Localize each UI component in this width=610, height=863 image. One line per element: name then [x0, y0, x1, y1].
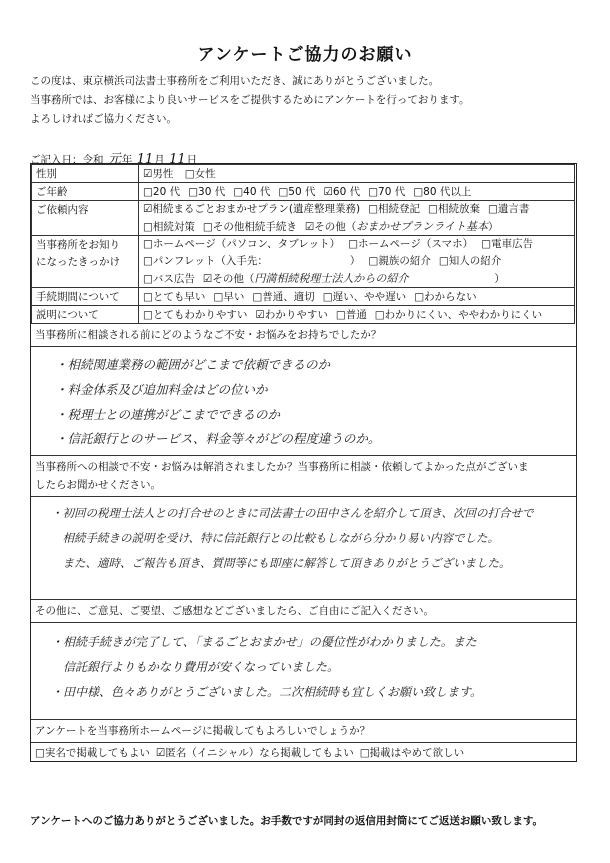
request-option[interactable]: ☑その他（: [304, 221, 357, 233]
q2-question-line: 当事務所への相談で不安・お悩みは解消されましたか？当事務所に相談・依頼してよかった点がございま: [35, 461, 529, 473]
intro-line: 当事務所では、お客様により良いサービスをご提供するためにアンケートを行っております。: [30, 94, 470, 106]
date-month-unit: 月: [154, 154, 165, 166]
intro-line: この度は、東京横浜司法書士事務所をご利用いただき、誠にありがとうございました。: [30, 75, 440, 87]
q4-option[interactable]: □実名で掲載してもよい: [35, 747, 150, 759]
q1-answer[interactable]: [31, 347, 576, 455]
q2-question-line: したらお聞かせください。: [35, 479, 161, 491]
source-option[interactable]: ☑その他（: [202, 273, 255, 285]
date-era-year[interactable]: 元: [107, 152, 121, 167]
source-label: [32, 236, 139, 288]
source-options: [139, 236, 575, 288]
explanation-option[interactable]: □普通: [335, 309, 367, 321]
request-option[interactable]: □相続登記: [368, 203, 421, 215]
source-row: [32, 236, 575, 288]
profile-table: [31, 164, 575, 324]
q1-answer-line: ・料金体系及び追加料金はどの位いか: [55, 382, 268, 397]
source-option[interactable]: □パンフレット（入手先：: [143, 255, 268, 267]
survey-form: [30, 163, 577, 762]
request-row: [32, 201, 575, 236]
duration-label: 手続期間について: [32, 288, 139, 306]
q2-question: [31, 455, 576, 497]
source-option[interactable]: □知人の紹介: [438, 255, 502, 267]
date-label: ご記入日：令和: [30, 154, 104, 166]
age-option[interactable]: □40 代: [233, 186, 271, 198]
age-option[interactable]: □20 代: [143, 186, 181, 198]
source-option[interactable]: □電車広告: [481, 238, 534, 250]
explanation-options: [139, 306, 575, 324]
q3-answer-line: ・相続手続きが完了して、「まるごとおまかせ」の優位性がわかりました。また: [51, 635, 477, 649]
request-option[interactable]: □相続対策: [143, 221, 195, 233]
explanation-row: [32, 306, 575, 324]
source-label-line: 当事務所をお知り: [36, 239, 120, 251]
date-day-unit: 日: [186, 154, 198, 166]
gender-option[interactable]: ☑男性: [143, 168, 174, 180]
duration-option[interactable]: □遅い、やや遅い: [322, 291, 407, 303]
source-close: ）: [494, 273, 505, 285]
duration-option[interactable]: □とても早い: [143, 291, 206, 303]
duration-options: [139, 288, 575, 306]
gender-row: [32, 165, 575, 183]
age-option[interactable]: □70 代: [368, 186, 406, 198]
q1-answer-line: ・相続関連業務の範囲がどこまで依頼できるのか: [55, 357, 331, 372]
q3-question: その他に、ご意見、ご要望、ご感想などございましたら、ご自由にご記入ください。: [31, 599, 576, 623]
q1-answer-line: ・信託銀行とのサービス、料金等々がどの程度違うのか。: [55, 431, 381, 446]
q3-answer-line: 信託銀行よりもかなり費用が安くなっていました。: [51, 660, 340, 674]
age-label: ご年齢: [32, 183, 139, 201]
age-options: [139, 183, 575, 201]
intro-line: よろしければご協力ください。: [30, 113, 177, 125]
age-option[interactable]: □30 代: [188, 186, 226, 198]
duration-option[interactable]: □わからない: [414, 291, 477, 303]
q2-answer-line: ・初回の税理士法人との打合せのときに司法書士の田中さんを紹介して頂き、次回の打合せで: [51, 506, 534, 520]
q2-answer-line: また、適時、ご報告も頂き、質問等にも即座に解答して頂きありがとうございました。: [51, 556, 511, 570]
explanation-option[interactable]: □とてもわかりやすい: [143, 309, 248, 321]
q4-question: アンケートを当事務所ホームページに掲載してもよろしいでしょうか？: [31, 719, 576, 743]
age-option[interactable]: □80 代以上: [413, 186, 472, 198]
q4-option[interactable]: ☑匿名（イニシャル）なら掲載してもよい: [155, 747, 354, 759]
request-option[interactable]: ☑相続まるごとおまかせプラン(遺産整理業務): [143, 203, 361, 215]
request-option[interactable]: □その他相続手続き: [202, 221, 297, 233]
source-option[interactable]: □バス広告: [143, 273, 195, 285]
date-day[interactable]: 11: [169, 152, 186, 167]
request-other-text[interactable]: おまかせプランライト基本: [356, 220, 488, 233]
q3-answer[interactable]: [31, 623, 576, 719]
source-close: ）: [349, 255, 361, 267]
request-option[interactable]: □遺言書: [487, 203, 530, 215]
q4-option[interactable]: □掲載はやめて欲しい: [359, 747, 465, 759]
gender-option[interactable]: □女性: [184, 168, 216, 180]
request-options: [139, 201, 575, 236]
footer-note: アンケートへのご協力ありがとうございました。お手数ですが同封の返信用封筒にてご返送お願い致します。: [30, 815, 544, 827]
source-other-text[interactable]: 円満相続税理士法人からの紹介: [254, 272, 409, 285]
age-row: [32, 183, 575, 201]
source-option[interactable]: □親族の紹介: [368, 255, 431, 267]
duration-row: [32, 288, 575, 306]
source-option[interactable]: □ホームページ（パソコン、タブレット）: [143, 238, 341, 250]
source-option[interactable]: □ホームページ（スマホ）: [348, 238, 474, 250]
date-year-unit: 年: [121, 154, 133, 166]
gender-label: 性別: [32, 165, 139, 183]
intro-text: [30, 72, 590, 129]
q3-answer-line: ・田中様、色々ありがとうございました。二次相続時も宜しくお願い致します。: [51, 685, 483, 699]
q4-options: [31, 743, 576, 764]
explanation-label: 説明について: [32, 306, 139, 324]
explanation-option[interactable]: ☑わかりやすい: [255, 309, 328, 321]
q2-answer[interactable]: [31, 497, 576, 599]
date-month[interactable]: 11: [136, 152, 154, 167]
q1-question: 当事務所に相談される前にどのようなご不安・お悩みをお持ちでしたか？: [31, 324, 576, 347]
request-close: ）: [487, 221, 499, 233]
request-option[interactable]: □相続放棄: [428, 203, 480, 215]
duration-option[interactable]: □普通、適切: [252, 291, 315, 303]
source-label-line: になったきっかけ: [36, 256, 120, 268]
duration-option[interactable]: □早い: [213, 291, 245, 303]
explanation-option[interactable]: □わかりにくい、ややわかりにくい: [374, 309, 543, 321]
q2-answer-line: 相続手続きの説明を受け、特に信託銀行との比較もしながら分かり易い内容でした。: [51, 531, 500, 545]
q1-answer-line: ・税理士との連携がどこまでできるのか: [55, 407, 281, 422]
age-option[interactable]: □50 代: [278, 186, 316, 198]
page-title: アンケートご協力のお願い: [197, 45, 413, 65]
gender-options: [139, 165, 575, 183]
request-label: ご依頼内容: [32, 201, 139, 236]
age-option[interactable]: ☑60 代: [323, 186, 361, 198]
